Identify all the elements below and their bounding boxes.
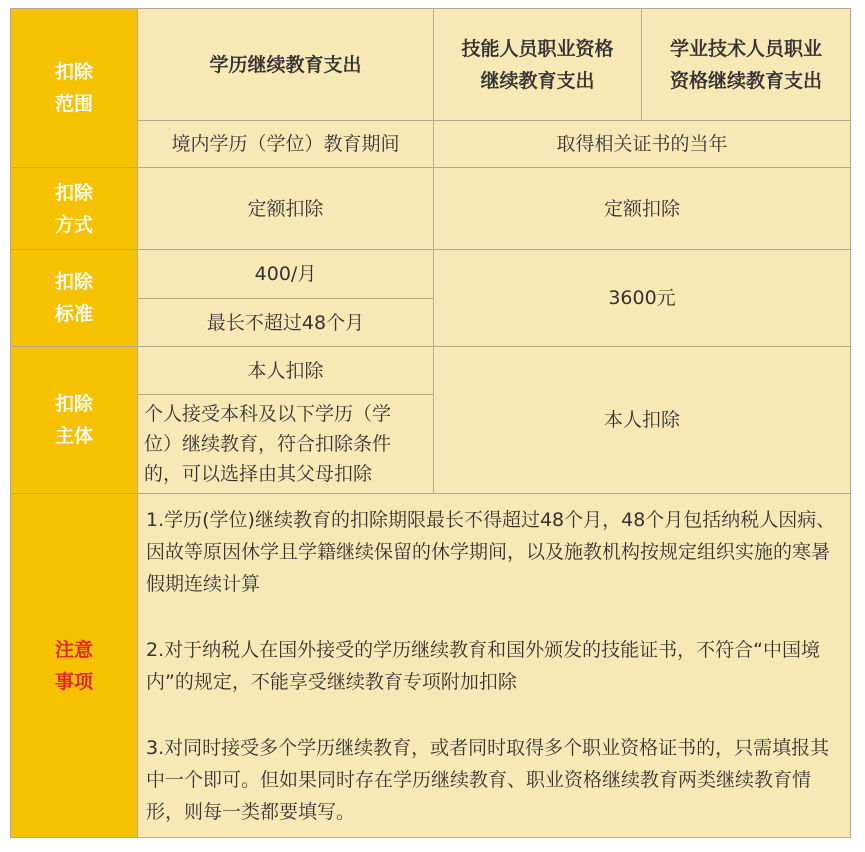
note-item-2: 2.对于纳税人在国外接受的学历继续教育和国外颁发的技能证书，不符合“中国境内”的规定，不能享受继续教育专项附加扣除 <box>146 638 820 693</box>
note-item-1: 1.学历(学位)继续教育的扣除期限最长不得超过48个月，48个月包括纳税人因病、因故等原因休学且学籍继续保留的休学期间，以及施教机构按规定组织实施的寒暑假期连续计算 <box>146 508 836 595</box>
header-deduction-standard: 扣除 标准 <box>10 249 138 347</box>
standard-vocational-cell: 3600元 <box>433 249 851 347</box>
column-professional-header: 学业技术人员职业 资格继续教育支出 <box>641 8 851 121</box>
method-vocational-cell: 定额扣除 <box>433 167 851 250</box>
note-item-3: 3.对同时接受多个学历继续教育，或者同时取得多个职业资格证书的，只需填报其中一个即可。但如果同时存在学历继续教育、职业资格继续教育两类继续教育情形，则每一类都要填写。 <box>146 736 830 823</box>
subject-self-cell: 本人扣除 <box>137 346 434 395</box>
column-skill-header: 技能人员职业资格 继续教育支出 <box>433 8 642 121</box>
header-deduction-method: 扣除 方式 <box>10 167 138 250</box>
standard-monthly-cell: 400/月 <box>137 249 434 299</box>
subject-vocational-cell: 本人扣除 <box>433 346 851 494</box>
subject-parents-cell: 个人接受本科及以下学历（学 位）继续教育，符合扣除条件 的，可以选择由其父母扣除 <box>137 394 434 494</box>
header-deduction-subject: 扣除 主体 <box>10 346 138 494</box>
deduction-table <box>10 8 851 838</box>
header-deduction-scope <box>10 8 138 168</box>
header-notes: 注意 事项 <box>10 493 138 838</box>
header-deduction-scope-label: 扣除 范围 <box>54 61 93 115</box>
method-academic-cell: 定额扣除 <box>137 167 434 250</box>
notes-cell <box>137 493 851 838</box>
scope-academic-cell: 境内学历（学位）教育期间 <box>137 120 434 168</box>
scope-vocational-cell: 取得相关证书的当年 <box>433 120 851 168</box>
column-academic-header: 学历继续教育支出 <box>137 8 434 121</box>
standard-limit-cell: 最长不超过48个月 <box>137 298 434 347</box>
